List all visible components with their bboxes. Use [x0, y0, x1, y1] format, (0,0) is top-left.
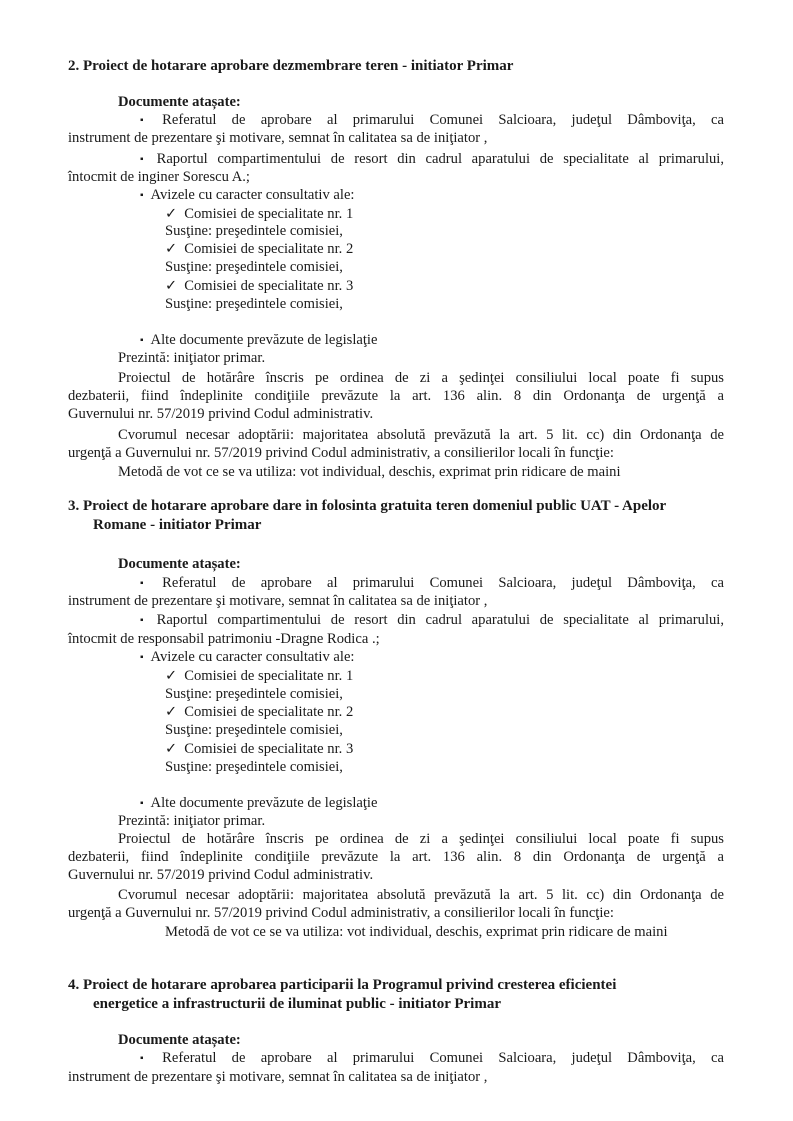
cvorum-line: urgenţă a Guvernului nr. 57/2019 privind Codul administrativ, a consilierilor locali în funcţie: [68, 445, 614, 461]
proiect-paragraph-line: dezbaterii, fiind îndeplinite condiţiile prevăzute la art. 136 alin. 8 din Ordonanţa de urgenţă a [68, 388, 724, 404]
cvorum-line: Cvorumul necesar adoptării: majoritatea absolută prevăzută la art. 5 lit. cc) din Ordonanţa de [118, 427, 724, 443]
commission-support: Susţine: preşedintele comisiei, [165, 759, 343, 775]
raport-line: întocmit de responsabil patrimoniu -Dragne Rodica .; [68, 631, 380, 647]
commission-item: ✓ Comisiei de specialitate nr. 1 [165, 206, 354, 222]
commission-support: Susţine: preşedintele comisiei, [165, 223, 343, 239]
vote-method-line: Metodă de vot ce se va utiliza: vot individual, deschis, exprimat prin ridicare de maini [165, 924, 668, 940]
cvorum-line: Cvorumul necesar adoptării: majoritatea absolută prevăzută la art. 5 lit. cc) din Ordonanţa de [118, 887, 724, 903]
check-icon: ✓ [165, 241, 178, 257]
bullet-icon: ▪ [140, 798, 144, 809]
raport-line: întocmit de inginer Sorescu A.; [68, 169, 250, 185]
documents-heading: Documente atașate: [118, 556, 241, 572]
bullet-icon: ▪ [140, 154, 150, 165]
bullet-icon: ▪ [140, 190, 144, 201]
prezinta-line: Prezintă: iniţiator primar. [118, 813, 266, 829]
proiect-paragraph-line: Proiectul de hotărâre înscris pe ordinea de zi a şedinţei consiliului local poate fi supus [118, 370, 724, 386]
section-title: 2. Proiect de hotarare aprobare dezmembrare teren - initiator Primar [68, 58, 514, 74]
commission-support: Susţine: preşedintele comisiei, [165, 259, 343, 275]
check-icon: ✓ [165, 206, 178, 222]
check-icon: ✓ [165, 668, 178, 684]
commission-item: ✓ Comisiei de specialitate nr. 3 [165, 741, 354, 757]
avize-line: ▪ Avizele cu caracter consultativ ale: [140, 187, 355, 203]
referat-line: ▪ Referatul de aprobare al primarului Comunei Salcioara, judeţul Dâmboviţa, ca [140, 1050, 724, 1066]
commission-support: Susţine: preşedintele comisiei, [165, 296, 343, 312]
cvorum-line: urgenţă a Guvernului nr. 57/2019 privind Codul administrativ, a consilierilor locali în funcţie: [68, 905, 614, 921]
documents-heading: Documente atașate: [118, 94, 241, 110]
referat-line: instrument de prezentare şi motivare, semnat în calitatea sa de iniţiator , [68, 1069, 488, 1085]
check-icon: ✓ [165, 278, 178, 294]
proiect-paragraph-line: Guvernului nr. 57/2019 privind Codul administrativ. [68, 867, 374, 883]
check-icon: ✓ [165, 704, 178, 720]
alte-documente-line: ▪ Alte documente prevăzute de legislaţie [140, 332, 378, 348]
bullet-icon: ▪ [140, 335, 144, 346]
proiect-paragraph-line: dezbaterii, fiind îndeplinite condiţiile prevăzute la art. 136 alin. 8 din Ordonanţa de urgenţă a [68, 849, 724, 865]
bullet-icon: ▪ [140, 578, 156, 589]
vote-method-line: Metodă de vot ce se va utiliza: vot individual, deschis, exprimat prin ridicare de maini [118, 464, 621, 480]
raport-line: ▪ Raportul compartimentului de resort din cadrul aparatului de specialitate al primarului, [140, 151, 724, 167]
referat-line: instrument de prezentare şi motivare, semnat în calitatea sa de iniţiator , [68, 130, 488, 146]
prezinta-line: Prezintă: iniţiator primar. [118, 350, 266, 366]
documents-heading: Documente atașate: [118, 1032, 241, 1048]
bullet-icon: ▪ [140, 652, 144, 663]
proiect-paragraph-line: Guvernului nr. 57/2019 privind Codul administrativ. [68, 406, 374, 422]
bullet-icon: ▪ [140, 115, 156, 126]
commission-item: ✓ Comisiei de specialitate nr. 1 [165, 668, 354, 684]
alte-documente-line: ▪ Alte documente prevăzute de legislaţie [140, 795, 378, 811]
section-title: Romane - initiator Primar [93, 517, 262, 533]
section-title: 4. Proiect de hotarare aprobarea participarii la Programul privind cresterea eficientei [68, 977, 617, 993]
commission-item: ✓ Comisiei de specialitate nr. 2 [165, 704, 354, 720]
raport-line: ▪ Raportul compartimentului de resort din cadrul aparatului de specialitate al primarului, [140, 612, 724, 628]
section-title: energetice a infrastructurii de iluminat public - initiator Primar [93, 996, 501, 1012]
section-title: 3. Proiect de hotarare aprobare dare in folosinta gratuita teren domeniul public UAT - Apelor [68, 498, 667, 514]
referat-line: ▪ Referatul de aprobare al primarului Comunei Salcioara, judeţul Dâmboviţa, ca [140, 575, 724, 591]
commission-item: ✓ Comisiei de specialitate nr. 3 [165, 278, 354, 294]
bullet-icon: ▪ [140, 1053, 156, 1064]
bullet-icon: ▪ [140, 615, 150, 626]
check-icon: ✓ [165, 741, 178, 757]
commission-support: Susţine: preşedintele comisiei, [165, 686, 343, 702]
proiect-paragraph-line: Proiectul de hotărâre înscris pe ordinea de zi a şedinţei consiliului local poate fi supus [118, 831, 724, 847]
commission-item: ✓ Comisiei de specialitate nr. 2 [165, 241, 354, 257]
commission-support: Susţine: preşedintele comisiei, [165, 722, 343, 738]
referat-line: instrument de prezentare şi motivare, semnat în calitatea sa de iniţiator , [68, 593, 488, 609]
referat-line: ▪ Referatul de aprobare al primarului Comunei Salcioara, judeţul Dâmboviţa, ca [140, 112, 724, 128]
avize-line: ▪ Avizele cu caracter consultativ ale: [140, 649, 355, 665]
